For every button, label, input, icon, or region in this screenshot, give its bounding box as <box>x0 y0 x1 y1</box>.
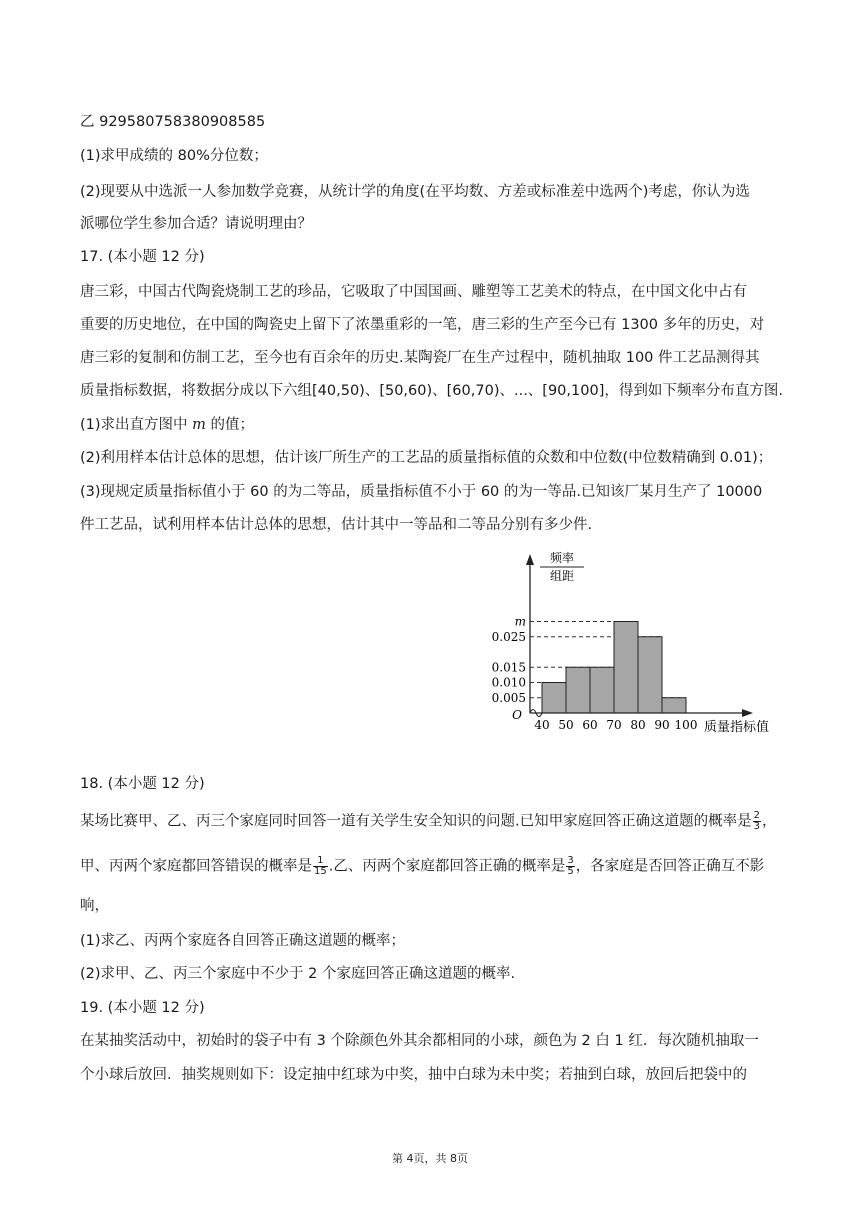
x-tick-label: 100 <box>674 718 698 732</box>
frequency-histogram <box>460 548 820 748</box>
y-tick-label: 0.015 <box>491 660 526 675</box>
text-line: 响， <box>80 898 109 914</box>
text-span: 甲、丙两个家庭都回答错误的概率是 <box>80 858 312 875</box>
text-line: (2)求甲、乙、丙三个家庭中不少于 2 个家庭回答正确这道题的概率. <box>80 966 516 982</box>
fraction <box>753 811 761 832</box>
text-span: .乙、丙两个家庭都回答正确的概率是 <box>328 858 566 875</box>
x-axis-label: 质量指标值 <box>704 720 770 735</box>
text-line: 在某抽奖活动中，初始时的袋子中有 3 个除颜色外其余都相同的小球，颜色为 2 白 1 红．每次随机抽取一 <box>80 1033 759 1049</box>
x-axis-arrow-icon <box>742 709 753 717</box>
histogram-bar <box>662 698 686 713</box>
text-line: (1)求甲成绩的 80%分位数； <box>80 148 268 164</box>
text-line: (2)利用样本估计总体的思想，估计该厂所生产的工艺品的质量指标值的众数和中位数(中位数精确到 0.01)； <box>80 450 773 466</box>
question-heading-19: 19. (本小题 12 分) <box>80 1000 205 1016</box>
text-line: 唐三彩的复制和仿制工艺，至今也有百余年的历史.某陶瓷厂在生产过程中，随机抽取 100 件工艺品测得其 <box>80 350 760 366</box>
origin-label: O <box>512 708 522 722</box>
y-tick-label: m <box>514 614 526 629</box>
text-line: 乙 929580758380908585 <box>80 114 266 130</box>
text-line: 个小球后放回．抽奖规则如下：设定抽中红球为中奖，抽中白球为未中奖；若抽到白球，放回后把袋中的 <box>80 1067 747 1083</box>
x-tick-label: 90 <box>654 718 670 732</box>
variable-m: m <box>192 417 206 433</box>
text-line <box>80 856 764 877</box>
text-line: 件工艺品，试利用样本估计总体的思想，估计其中一等品和二等品分别有多少件. <box>80 517 593 533</box>
fraction-denominator: 5 <box>567 866 574 877</box>
text-line: 派哪位学生参加合适？请说明理由？ <box>80 216 312 232</box>
text-span: 的值； <box>205 417 255 433</box>
fraction <box>566 856 574 877</box>
text-line: (1)求乙、丙两个家庭各自回答正确这道题的概率； <box>80 933 406 949</box>
y-axis-arrow-icon <box>526 554 534 565</box>
histogram-bar <box>566 667 590 713</box>
text-span: ， <box>761 813 777 830</box>
text-line: 唐三彩，中国古代陶瓷烧制工艺的珍品，它吸取了中国国画、雕塑等工艺美术的特点，在中国文化中占有 <box>80 284 747 300</box>
histogram-bar <box>614 622 638 714</box>
y-tick-label: 0.005 <box>491 690 526 705</box>
x-tick-label: 70 <box>606 718 622 732</box>
text-line <box>80 415 254 435</box>
fraction-numerator: 2 <box>753 810 760 821</box>
question-heading-18: 18. (本小题 12 分) <box>80 776 205 792</box>
text-line: 重要的历史地位，在中国的陶瓷史上留下了浓墨重彩的一笔，唐三彩的生产至今已有 1300 多年的历史，对 <box>80 317 765 333</box>
y-tick-label: 0.010 <box>491 675 526 690</box>
y-tick-label: 0.025 <box>491 629 526 644</box>
x-tick-label: 60 <box>582 718 598 732</box>
histogram-bar <box>590 667 614 713</box>
fraction <box>313 856 328 877</box>
text-span: (1)求出直方图中 <box>80 417 193 433</box>
x-tick-label: 50 <box>558 718 574 732</box>
text-span: 某场比赛甲、乙、丙三个家庭同时回答一道有关学生安全知识的问题.已知甲家庭回答正确这道题的概率是 <box>80 813 752 830</box>
text-span: ，各家庭是否回答正确互不影 <box>575 858 765 875</box>
text-line: 质量指标数据，将数据分成以下六组[40,50)、[50,60)、[60,70)、...、[90,100]，得到如下频率分布直方图. <box>80 383 783 399</box>
y-axis-label-top: 频率 <box>549 551 575 565</box>
histogram-bar <box>542 683 566 714</box>
y-axis-label-bottom: 组距 <box>549 569 575 583</box>
text-line: (2)现要从中选派一人参加数学竞赛，从统计学的角度(在平均数、方差或标准差中选两个)考虑，你认为选 <box>80 184 750 200</box>
page-footer: 第 4页，共 8页 <box>392 1152 468 1165</box>
text-line: (3)现规定质量指标值小于 60 的为二等品，质量指标值不小于 60 的为一等品.已知该厂某月生产了 10000 <box>80 484 763 500</box>
fraction-denominator: 3 <box>753 821 760 832</box>
text-line <box>80 811 776 832</box>
question-heading-17: 17. (本小题 12 分) <box>80 249 205 265</box>
x-tick-label: 40 <box>534 718 550 732</box>
x-tick-label: 80 <box>630 718 646 732</box>
fraction-numerator: 1 <box>313 856 328 867</box>
histogram-bar <box>638 637 662 713</box>
fraction-denominator: 15 <box>314 866 327 877</box>
fraction-numerator: 3 <box>567 855 574 866</box>
